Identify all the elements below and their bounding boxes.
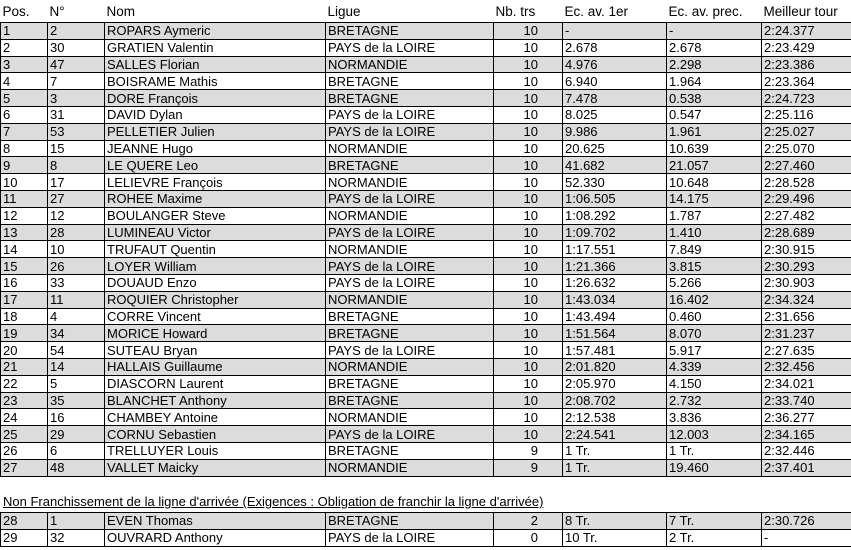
cell-name: DAVID Dylan bbox=[105, 106, 326, 123]
cell-gap-previous: 2.678 bbox=[667, 39, 762, 56]
cell-best-lap: 2:32.446 bbox=[762, 442, 851, 459]
cell-laps: 9 bbox=[494, 442, 563, 459]
cell-number: 7 bbox=[48, 73, 105, 90]
cell-number: 3 bbox=[48, 90, 105, 107]
cell-gap-leader: 1:51.564 bbox=[563, 325, 667, 342]
cell-gap-leader: 52.330 bbox=[563, 174, 667, 191]
cell-laps: 10 bbox=[494, 325, 563, 342]
cell-league: NORMANDIE bbox=[326, 56, 494, 73]
cell-best-lap: 2:25.116 bbox=[762, 106, 851, 123]
cell-gap-leader: 1:17.551 bbox=[563, 241, 667, 258]
cell-name: CHAMBEY Antoine bbox=[105, 409, 326, 426]
header-laps: Nb. trs bbox=[495, 3, 536, 19]
cell-gap-leader: 10 Tr. bbox=[563, 529, 667, 546]
cell-name: LOYER William bbox=[105, 258, 326, 275]
cell-laps: 2 bbox=[494, 513, 563, 530]
cell-league: NORMANDIE bbox=[326, 409, 494, 426]
header-best-lap: Meilleur tour bbox=[763, 3, 838, 19]
cell-laps: 10 bbox=[494, 409, 563, 426]
cell-league: PAYS de la LOIRE bbox=[326, 224, 494, 241]
cell-gap-leader: 1:43.494 bbox=[563, 308, 667, 325]
cell-best-lap: 2:28.689 bbox=[762, 224, 851, 241]
cell-gap-previous: 1.787 bbox=[667, 207, 762, 224]
cell-pos: 17 bbox=[1, 291, 48, 308]
cell-gap-leader: 2:12.538 bbox=[563, 409, 667, 426]
cell-league: PAYS de la LOIRE bbox=[326, 106, 494, 123]
cell-name: CORNU Sebastien bbox=[105, 426, 326, 443]
cell-league: PAYS de la LOIRE bbox=[326, 123, 494, 140]
cell-pos: 8 bbox=[1, 140, 48, 157]
table-row bbox=[1, 409, 851, 426]
cell-name: SALLES Florian bbox=[105, 56, 326, 73]
cell-pos: 10 bbox=[1, 174, 48, 191]
non-finish-body bbox=[1, 513, 851, 547]
table-row bbox=[1, 529, 851, 546]
table-row bbox=[1, 392, 851, 409]
cell-name: BOISRAME Mathis bbox=[105, 73, 326, 90]
cell-pos: 22 bbox=[1, 375, 48, 392]
cell-gap-leader: 2:05.970 bbox=[563, 375, 667, 392]
cell-league: NORMANDIE bbox=[326, 358, 494, 375]
cell-gap-previous: 0.538 bbox=[667, 90, 762, 107]
cell-gap-previous: 3.836 bbox=[667, 409, 762, 426]
cell-name: LUMINEAU Victor bbox=[105, 224, 326, 241]
cell-league: PAYS de la LOIRE bbox=[326, 39, 494, 56]
cell-number: 48 bbox=[48, 459, 105, 476]
cell-best-lap: 2:36.277 bbox=[762, 409, 851, 426]
cell-laps: 10 bbox=[494, 342, 563, 359]
cell-league: BRETAGNE bbox=[326, 73, 494, 90]
cell-league: PAYS de la LOIRE bbox=[326, 274, 494, 291]
cell-league: NORMANDIE bbox=[326, 140, 494, 157]
cell-laps: 10 bbox=[494, 157, 563, 174]
cell-laps: 10 bbox=[494, 375, 563, 392]
cell-best-lap: 2:31.237 bbox=[762, 325, 851, 342]
cell-pos: 13 bbox=[1, 224, 48, 241]
cell-league: BRETAGNE bbox=[326, 157, 494, 174]
table-row bbox=[1, 224, 851, 241]
cell-best-lap: 2:23.386 bbox=[762, 56, 851, 73]
cell-number: 53 bbox=[48, 123, 105, 140]
cell-gap-previous: 3.815 bbox=[667, 258, 762, 275]
cell-number: 33 bbox=[48, 274, 105, 291]
cell-pos: 6 bbox=[1, 106, 48, 123]
cell-pos: 20 bbox=[1, 342, 48, 359]
table-row bbox=[1, 459, 851, 476]
cell-laps: 10 bbox=[494, 23, 563, 40]
cell-league: BRETAGNE bbox=[326, 442, 494, 459]
cell-gap-leader: 1:09.702 bbox=[563, 224, 667, 241]
cell-gap-previous: 1.964 bbox=[667, 73, 762, 90]
cell-name: SUTEAU Bryan bbox=[105, 342, 326, 359]
cell-laps: 10 bbox=[494, 39, 563, 56]
non-finish-table bbox=[0, 512, 851, 547]
cell-laps: 10 bbox=[494, 73, 563, 90]
cell-name: TRELLUYER Louis bbox=[105, 442, 326, 459]
cell-best-lap: 2:29.496 bbox=[762, 190, 851, 207]
cell-gap-previous: 4.150 bbox=[667, 375, 762, 392]
cell-number: 34 bbox=[48, 325, 105, 342]
cell-league: BRETAGNE bbox=[326, 375, 494, 392]
cell-pos: 21 bbox=[1, 358, 48, 375]
cell-name: EVEN Thomas bbox=[105, 513, 326, 530]
cell-name: GRATIEN Valentin bbox=[105, 39, 326, 56]
cell-laps: 10 bbox=[494, 241, 563, 258]
cell-gap-previous: 16.402 bbox=[667, 291, 762, 308]
cell-gap-previous: 1 Tr. bbox=[667, 442, 762, 459]
cell-gap-leader: 4.976 bbox=[563, 56, 667, 73]
cell-best-lap: 2:34.324 bbox=[762, 291, 851, 308]
cell-gap-leader: 1:08.292 bbox=[563, 207, 667, 224]
cell-pos: 3 bbox=[1, 56, 48, 73]
cell-name: LE QUERE Leo bbox=[105, 157, 326, 174]
cell-name: MORICE Howard bbox=[105, 325, 326, 342]
cell-pos: 29 bbox=[1, 529, 48, 546]
cell-number: 1 bbox=[48, 513, 105, 530]
table-row bbox=[1, 90, 851, 107]
cell-laps: 10 bbox=[494, 258, 563, 275]
cell-league: BRETAGNE bbox=[326, 90, 494, 107]
cell-name: ROHEE Maxime bbox=[105, 190, 326, 207]
cell-number: 16 bbox=[48, 409, 105, 426]
table-row bbox=[1, 123, 851, 140]
cell-gap-leader: 1:26.632 bbox=[563, 274, 667, 291]
cell-gap-previous: - bbox=[667, 23, 762, 40]
table-row bbox=[1, 258, 851, 275]
cell-gap-previous: 14.175 bbox=[667, 190, 762, 207]
table-row bbox=[1, 207, 851, 224]
cell-laps: 10 bbox=[494, 123, 563, 140]
cell-name: JEANNE Hugo bbox=[105, 140, 326, 157]
cell-pos: 28 bbox=[1, 513, 48, 530]
cell-gap-previous: 0.547 bbox=[667, 106, 762, 123]
table-row bbox=[1, 157, 851, 174]
cell-best-lap: 2:30.726 bbox=[762, 513, 851, 530]
cell-pos: 9 bbox=[1, 157, 48, 174]
cell-laps: 10 bbox=[494, 392, 563, 409]
cell-gap-leader: 1 Tr. bbox=[563, 459, 667, 476]
cell-gap-leader: 7.478 bbox=[563, 90, 667, 107]
cell-gap-previous: 5.917 bbox=[667, 342, 762, 359]
cell-pos: 18 bbox=[1, 308, 48, 325]
cell-number: 10 bbox=[48, 241, 105, 258]
cell-name: HALLAIS Guillaume bbox=[105, 358, 326, 375]
cell-name: DIASCORN Laurent bbox=[105, 375, 326, 392]
table-row bbox=[1, 358, 851, 375]
cell-best-lap: 2:23.364 bbox=[762, 73, 851, 90]
cell-gap-leader: - bbox=[563, 23, 667, 40]
cell-name: OUVRARD Anthony bbox=[105, 529, 326, 546]
cell-number: 8 bbox=[48, 157, 105, 174]
cell-league: BRETAGNE bbox=[326, 513, 494, 530]
cell-gap-previous: 19.460 bbox=[667, 459, 762, 476]
cell-gap-previous: 1.961 bbox=[667, 123, 762, 140]
table-row bbox=[1, 174, 851, 191]
cell-number: 54 bbox=[48, 342, 105, 359]
cell-pos: 25 bbox=[1, 426, 48, 443]
cell-gap-leader: 2:08.702 bbox=[563, 392, 667, 409]
cell-gap-leader: 2:24.541 bbox=[563, 426, 667, 443]
cell-gap-previous: 10.639 bbox=[667, 140, 762, 157]
cell-best-lap: 2:27.635 bbox=[762, 342, 851, 359]
cell-number: 28 bbox=[48, 224, 105, 241]
header-name: Nom bbox=[106, 3, 136, 19]
table-row bbox=[1, 291, 851, 308]
cell-pos: 26 bbox=[1, 442, 48, 459]
cell-gap-previous: 4.339 bbox=[667, 358, 762, 375]
table-row bbox=[1, 513, 851, 530]
cell-laps: 10 bbox=[494, 56, 563, 73]
cell-gap-leader: 1 Tr. bbox=[563, 442, 667, 459]
cell-gap-leader: 41.682 bbox=[563, 157, 667, 174]
cell-pos: 11 bbox=[1, 190, 48, 207]
cell-pos: 12 bbox=[1, 207, 48, 224]
cell-gap-previous: 10.648 bbox=[667, 174, 762, 191]
cell-name: DOUAUD Enzo bbox=[105, 274, 326, 291]
cell-name: DORE François bbox=[105, 90, 326, 107]
cell-number: 26 bbox=[48, 258, 105, 275]
table-row bbox=[1, 39, 851, 56]
cell-league: PAYS de la LOIRE bbox=[326, 258, 494, 275]
cell-name: ROQUIER Christopher bbox=[105, 291, 326, 308]
cell-laps: 10 bbox=[494, 426, 563, 443]
cell-best-lap: 2:33.740 bbox=[762, 392, 851, 409]
cell-league: NORMANDIE bbox=[326, 241, 494, 258]
header-gap-previous: Ec. av. prec. bbox=[668, 3, 743, 19]
cell-best-lap: 2:25.070 bbox=[762, 140, 851, 157]
cell-number: 31 bbox=[48, 106, 105, 123]
cell-best-lap: 2:34.021 bbox=[762, 375, 851, 392]
cell-best-lap: 2:24.723 bbox=[762, 90, 851, 107]
cell-gap-previous: 7.849 bbox=[667, 241, 762, 258]
cell-laps: 10 bbox=[494, 140, 563, 157]
cell-number: 14 bbox=[48, 358, 105, 375]
cell-name: ROPARS Aymeric bbox=[105, 23, 326, 40]
cell-pos: 16 bbox=[1, 274, 48, 291]
cell-league: PAYS de la LOIRE bbox=[326, 426, 494, 443]
cell-gap-previous: 5.266 bbox=[667, 274, 762, 291]
cell-name: CORRE Vincent bbox=[105, 308, 326, 325]
cell-league: BRETAGNE bbox=[326, 392, 494, 409]
cell-laps: 10 bbox=[494, 224, 563, 241]
cell-pos: 7 bbox=[1, 123, 48, 140]
cell-best-lap: 2:30.915 bbox=[762, 241, 851, 258]
cell-name: BLANCHET Anthony bbox=[105, 392, 326, 409]
cell-number: 4 bbox=[48, 308, 105, 325]
cell-laps: 10 bbox=[494, 358, 563, 375]
cell-number: 30 bbox=[48, 39, 105, 56]
cell-best-lap: 2:27.482 bbox=[762, 207, 851, 224]
cell-league: NORMANDIE bbox=[326, 459, 494, 476]
cell-best-lap: 2:28.528 bbox=[762, 174, 851, 191]
cell-pos: 24 bbox=[1, 409, 48, 426]
cell-gap-leader: 2:01.820 bbox=[563, 358, 667, 375]
cell-gap-leader: 9.986 bbox=[563, 123, 667, 140]
cell-gap-previous: 2.298 bbox=[667, 56, 762, 73]
cell-number: 12 bbox=[48, 207, 105, 224]
cell-name: LELIEVRE François bbox=[105, 174, 326, 191]
table-row bbox=[1, 23, 851, 40]
cell-league: NORMANDIE bbox=[326, 174, 494, 191]
cell-laps: 10 bbox=[494, 308, 563, 325]
table-row bbox=[1, 73, 851, 90]
cell-best-lap: 2:31.656 bbox=[762, 308, 851, 325]
cell-league: PAYS de la LOIRE bbox=[326, 342, 494, 359]
cell-pos: 23 bbox=[1, 392, 48, 409]
cell-pos: 27 bbox=[1, 459, 48, 476]
cell-gap-previous: 21.057 bbox=[667, 157, 762, 174]
cell-laps: 10 bbox=[494, 90, 563, 107]
cell-number: 2 bbox=[48, 23, 105, 40]
cell-pos: 1 bbox=[1, 23, 48, 40]
cell-gap-previous: 1.410 bbox=[667, 224, 762, 241]
cell-laps: 10 bbox=[494, 274, 563, 291]
cell-pos: 2 bbox=[1, 39, 48, 56]
cell-best-lap: 2:34.165 bbox=[762, 426, 851, 443]
non-finish-note: Non Franchissement de la ligne d'arrivée (Exigences : Obligation de franchir la ligne d'arrivée) bbox=[3, 494, 544, 509]
cell-name: TRUFAUT Quentin bbox=[105, 241, 326, 258]
cell-league: NORMANDIE bbox=[326, 207, 494, 224]
cell-laps: 10 bbox=[494, 291, 563, 308]
cell-best-lap: 2:23.429 bbox=[762, 39, 851, 56]
cell-league: NORMANDIE bbox=[326, 291, 494, 308]
cell-pos: 14 bbox=[1, 241, 48, 258]
cell-laps: 10 bbox=[494, 106, 563, 123]
cell-pos: 15 bbox=[1, 258, 48, 275]
cell-name: PELLETIER Julien bbox=[105, 123, 326, 140]
cell-gap-leader: 2.678 bbox=[563, 39, 667, 56]
cell-gap-leader: 1:21.366 bbox=[563, 258, 667, 275]
cell-best-lap: 2:24.377 bbox=[762, 23, 851, 40]
cell-number: 29 bbox=[48, 426, 105, 443]
header-gap-leader: Ec. av. 1er bbox=[564, 3, 629, 19]
cell-gap-previous: 12.003 bbox=[667, 426, 762, 443]
cell-number: 27 bbox=[48, 190, 105, 207]
cell-number: 5 bbox=[48, 375, 105, 392]
cell-best-lap: 2:32.456 bbox=[762, 358, 851, 375]
table-row bbox=[1, 241, 851, 258]
cell-best-lap: 2:37.401 bbox=[762, 459, 851, 476]
header-league: Ligue bbox=[327, 3, 361, 19]
table-row bbox=[1, 140, 851, 157]
cell-gap-previous: 2 Tr. bbox=[667, 529, 762, 546]
cell-pos: 4 bbox=[1, 73, 48, 90]
cell-gap-previous: 7 Tr. bbox=[667, 513, 762, 530]
table-row bbox=[1, 442, 851, 459]
cell-gap-leader: 1:43.034 bbox=[563, 291, 667, 308]
cell-laps: 10 bbox=[494, 174, 563, 191]
cell-best-lap: 2:25.027 bbox=[762, 123, 851, 140]
cell-number: 11 bbox=[48, 291, 105, 308]
cell-name: BOULANGER Steve bbox=[105, 207, 326, 224]
header-row bbox=[1, 0, 851, 23]
cell-number: 17 bbox=[48, 174, 105, 191]
cell-league: BRETAGNE bbox=[326, 308, 494, 325]
cell-gap-previous: 8.070 bbox=[667, 325, 762, 342]
table-row bbox=[1, 56, 851, 73]
cell-gap-leader: 8.025 bbox=[563, 106, 667, 123]
cell-gap-previous: 0.460 bbox=[667, 308, 762, 325]
table-row bbox=[1, 375, 851, 392]
cell-league: BRETAGNE bbox=[326, 325, 494, 342]
cell-gap-previous: 2.732 bbox=[667, 392, 762, 409]
cell-gap-leader: 1:57.481 bbox=[563, 342, 667, 359]
header-pos: Pos. bbox=[2, 3, 30, 19]
cell-number: 35 bbox=[48, 392, 105, 409]
cell-name: VALLET Maicky bbox=[105, 459, 326, 476]
cell-laps: 10 bbox=[494, 207, 563, 224]
cell-league: BRETAGNE bbox=[326, 23, 494, 40]
cell-laps: 0 bbox=[494, 529, 563, 546]
cell-number: 15 bbox=[48, 140, 105, 157]
cell-pos: 19 bbox=[1, 325, 48, 342]
cell-number: 32 bbox=[48, 529, 105, 546]
cell-gap-leader: 20.625 bbox=[563, 140, 667, 157]
table-row bbox=[1, 426, 851, 443]
table-row bbox=[1, 342, 851, 359]
cell-gap-leader: 6.940 bbox=[563, 73, 667, 90]
table-row bbox=[1, 308, 851, 325]
cell-best-lap: 2:27.460 bbox=[762, 157, 851, 174]
cell-league: PAYS de la LOIRE bbox=[326, 529, 494, 546]
table-row bbox=[1, 190, 851, 207]
cell-best-lap: 2:30.293 bbox=[762, 258, 851, 275]
cell-best-lap: 2:30.903 bbox=[762, 274, 851, 291]
results-body bbox=[1, 23, 851, 477]
table-row bbox=[1, 325, 851, 342]
table-row bbox=[1, 274, 851, 291]
table-row bbox=[1, 106, 851, 123]
cell-number: 47 bbox=[48, 56, 105, 73]
cell-pos: 5 bbox=[1, 90, 48, 107]
header-number: N° bbox=[49, 3, 65, 19]
cell-laps: 10 bbox=[494, 190, 563, 207]
cell-best-lap: - bbox=[762, 529, 851, 546]
cell-number: 6 bbox=[48, 442, 105, 459]
cell-laps: 9 bbox=[494, 459, 563, 476]
cell-gap-leader: 8 Tr. bbox=[563, 513, 667, 530]
cell-gap-leader: 1:06.505 bbox=[563, 190, 667, 207]
cell-league: PAYS de la LOIRE bbox=[326, 190, 494, 207]
